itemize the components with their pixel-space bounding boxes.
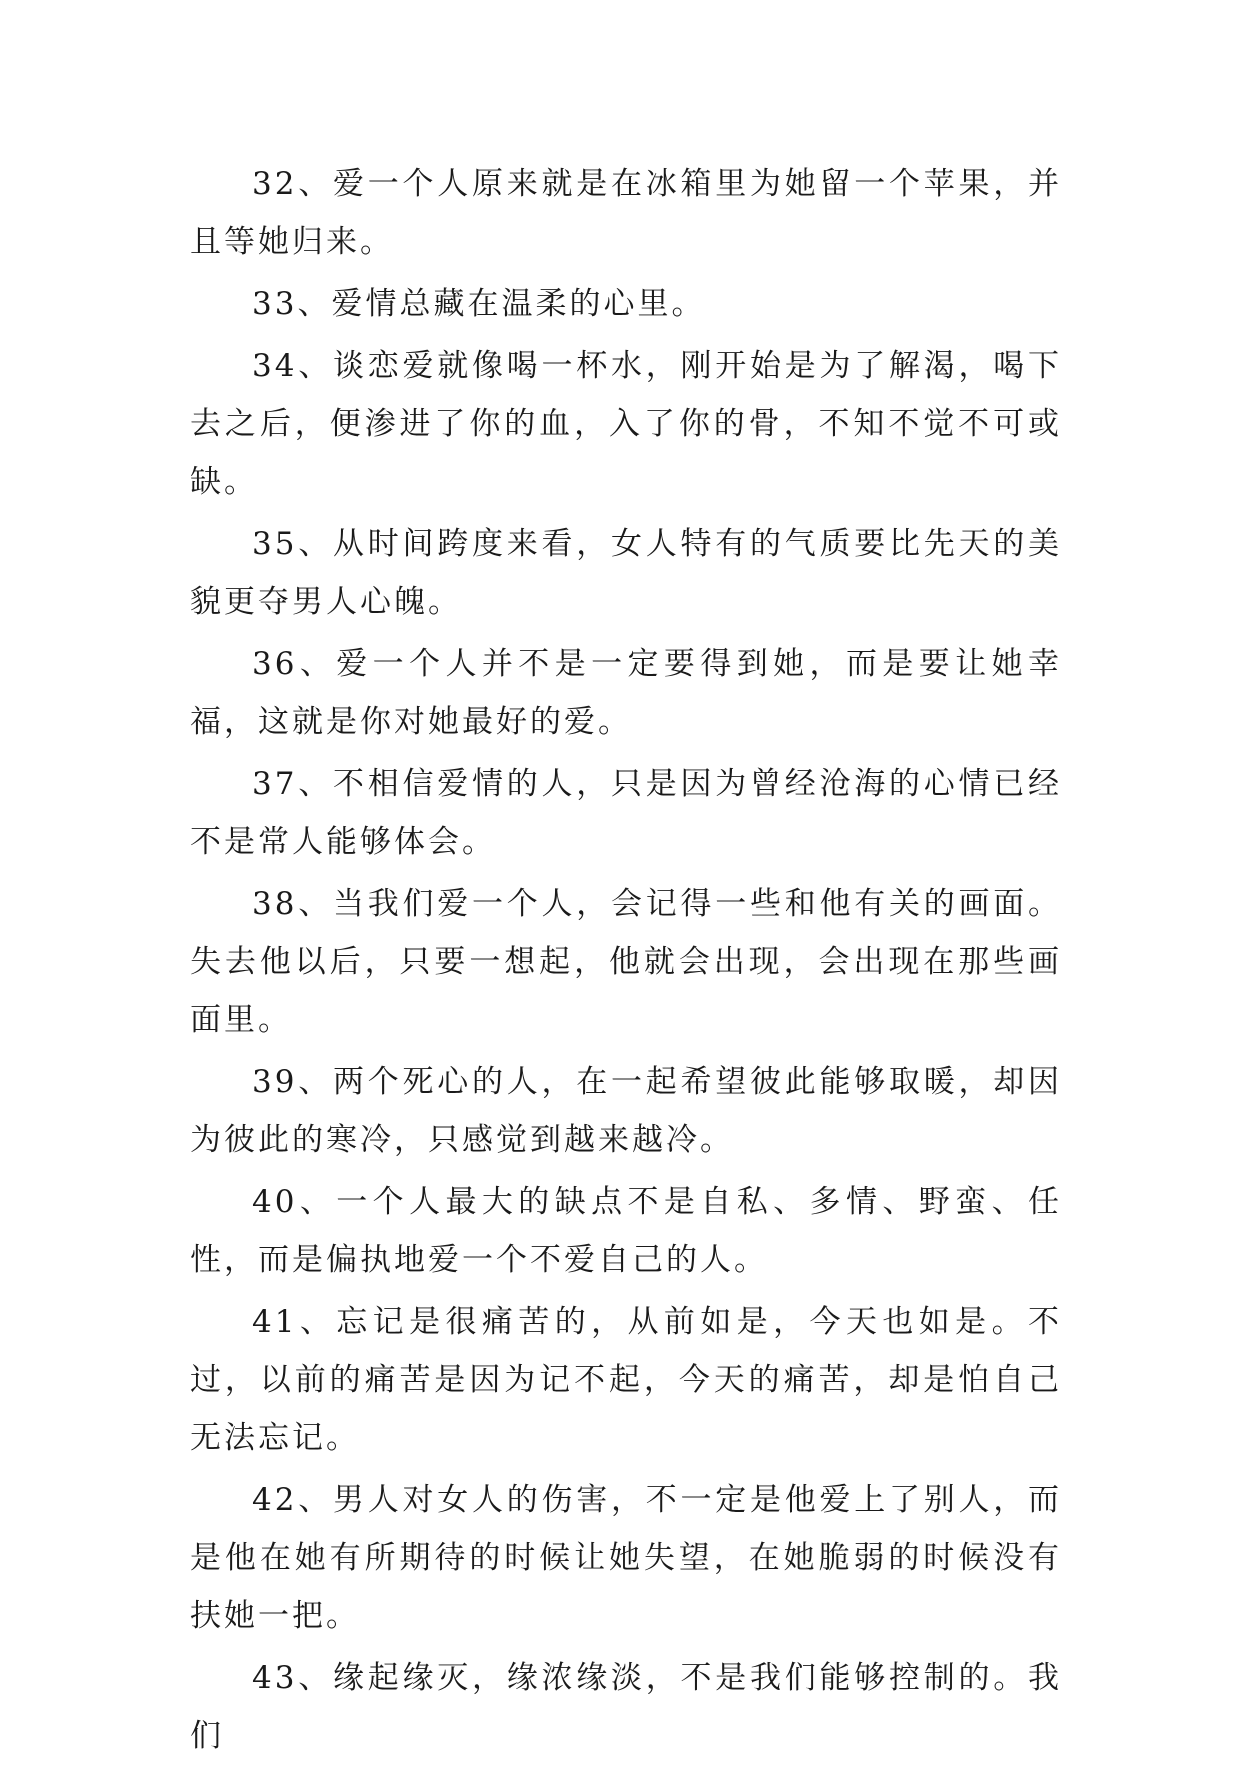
paragraph-43: 43、缘起缘灭，缘浓缘淡，不是我们能够控制的。我们 — [190, 1660, 1062, 1754]
paragraph-41: 41、忘记是很痛苦的，从前如是，今天也如是。不过，以前的痛苦是因为记不起，今天的痛苦，却是怕自己无法忘记。 — [190, 1304, 1062, 1456]
paragraph-35: 35、从时间跨度来看，女人特有的气质要比先天的美貌更夺男人心魄。 — [190, 526, 1062, 620]
paragraph-32: 32、爱一个人原来就是在冰箱里为她留一个苹果，并且等她归来。 — [190, 166, 1062, 260]
paragraph-38: 38、当我们爱一个人，会记得一些和他有关的画面。失去他以后，只要一想起，他就会出现，会出现在那些画面里。 — [190, 886, 1062, 1038]
paragraph-37: 37、不相信爱情的人，只是因为曾经沧海的心情已经不是常人能够体会。 — [190, 766, 1062, 860]
paragraph-33: 33、爱情总藏在温柔的心里。 — [252, 286, 706, 322]
document-body — [190, 155, 1062, 1769]
paragraph-42: 42、男人对女人的伤害，不一定是他爱上了别人，而是他在她有所期待的时候让她失望，在她脆弱的时候没有扶她一把。 — [190, 1482, 1062, 1634]
paragraph-39: 39、两个死心的人，在一起希望彼此能够取暖，却因为彼此的寒冷，只感觉到越来越冷。 — [190, 1064, 1062, 1158]
paragraph-40: 40、一个人最大的缺点不是自私、多情、野蛮、任性，而是偏执地爱一个不爱自己的人。 — [190, 1184, 1062, 1278]
paragraph-34: 34、谈恋爱就像喝一杯水，刚开始是为了解渴，喝下去之后，便渗进了你的血，入了你的骨，不知不觉不可或缺。 — [190, 348, 1062, 500]
paragraph-36: 36、爱一个人并不是一定要得到她，而是要让她幸福，这就是你对她最好的爱。 — [190, 646, 1062, 740]
